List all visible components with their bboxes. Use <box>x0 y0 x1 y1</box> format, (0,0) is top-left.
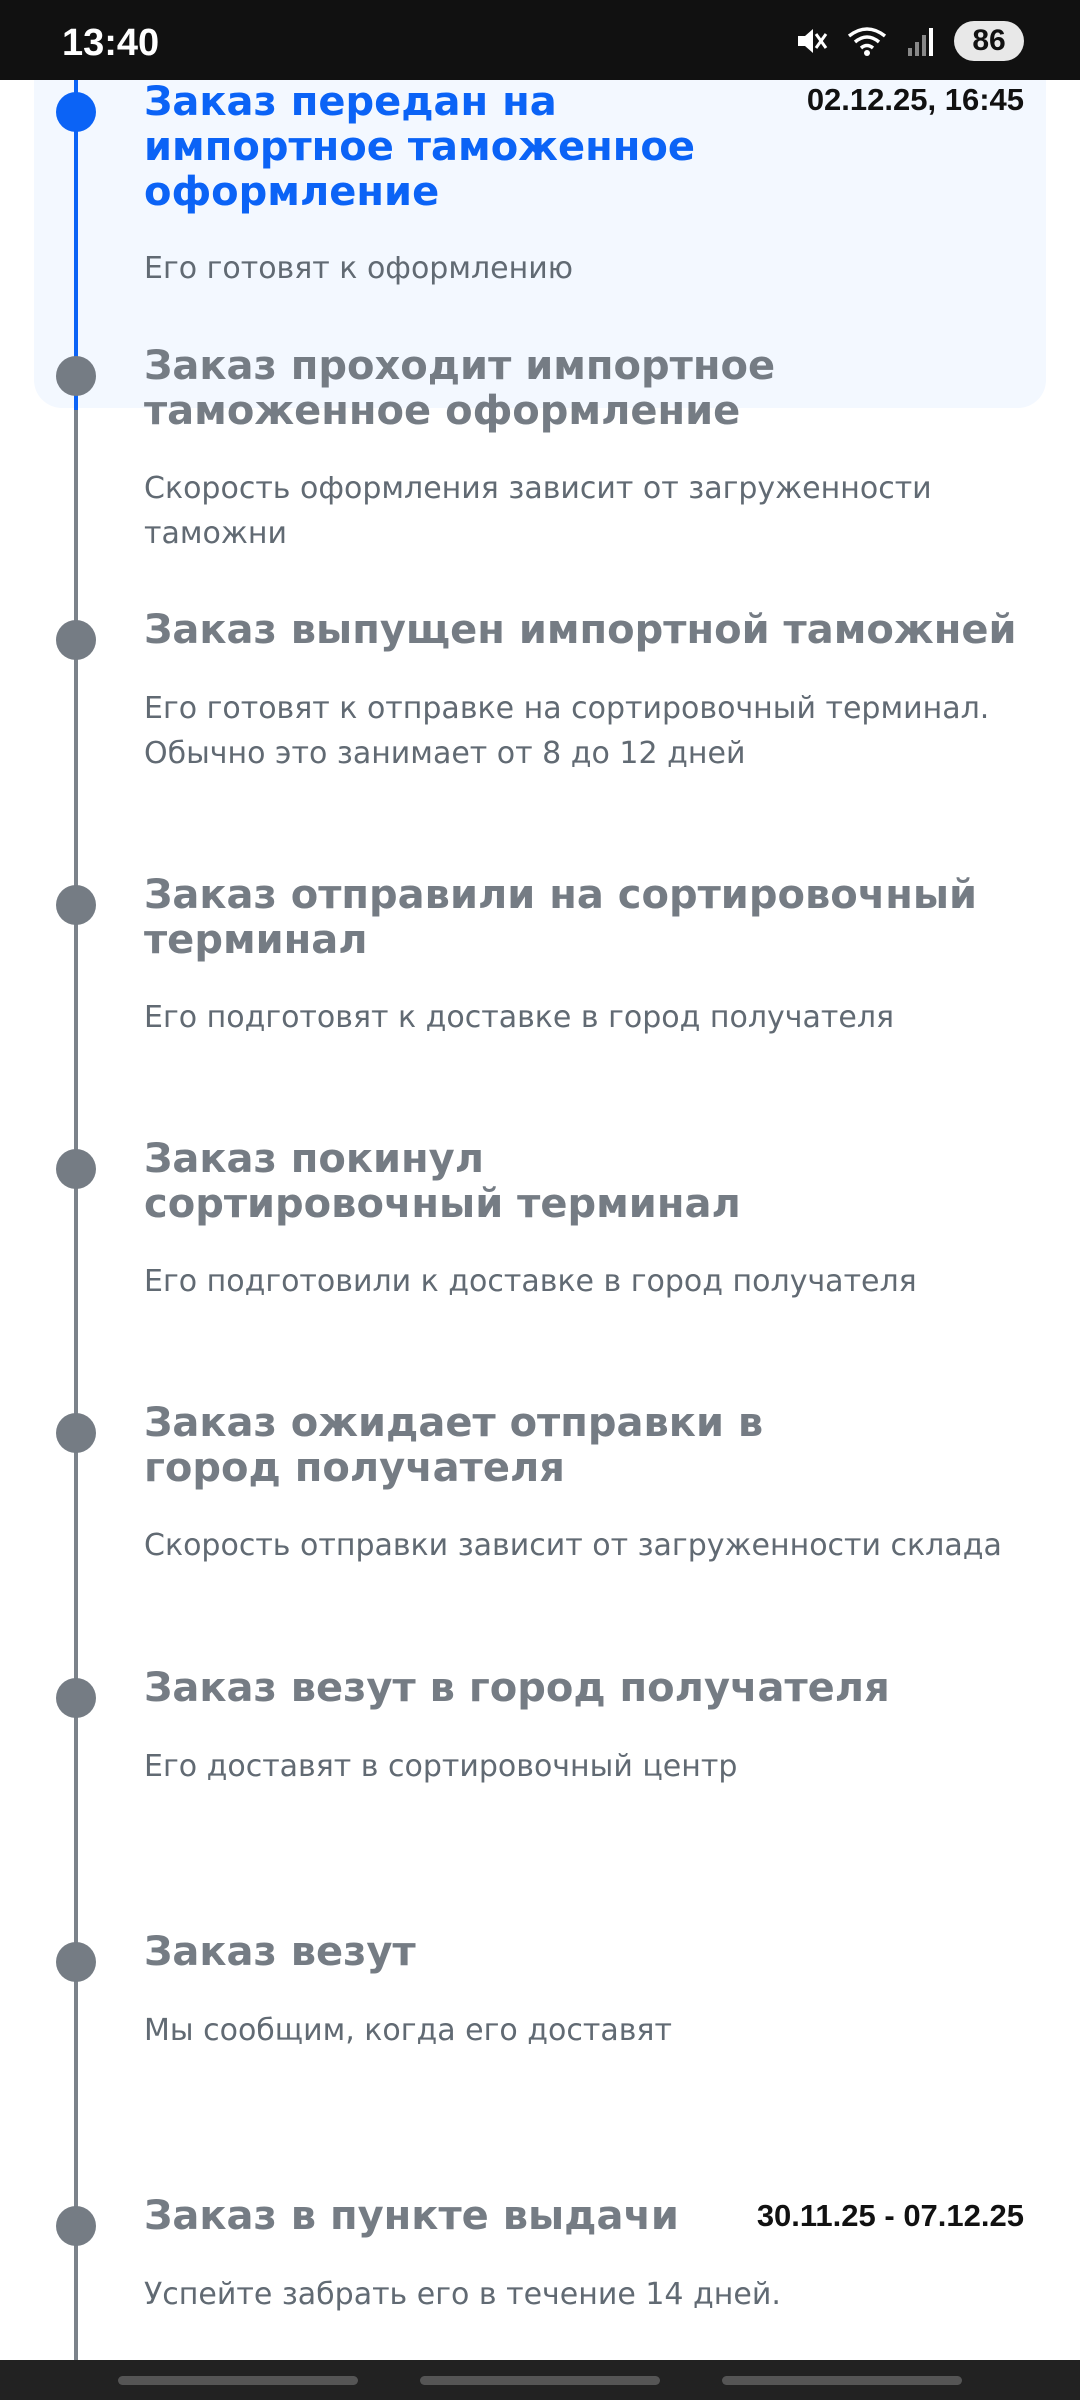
step-description: Скорость оформления зависит от загруженности таможни <box>144 471 932 551</box>
step-title: Заказ покинул сортировочный терминал <box>144 1136 741 1227</box>
step-description: Успейте забрать его в течение 14 дней. <box>144 2277 781 2312</box>
navigation-bar <box>0 2360 1080 2400</box>
status-bar <box>0 0 1080 80</box>
step-description: Его подготовили к доставке в город получателя <box>144 1264 917 1299</box>
step-title: Заказ везут в город получателя <box>144 1665 890 1711</box>
nav-home-handle[interactable] <box>420 2376 660 2385</box>
step-description: Скорость отправки зависит от загруженности склада <box>144 1528 1002 1563</box>
step-dot <box>56 1413 96 1453</box>
step-dot <box>56 92 96 132</box>
step-description: Его готовят к отправке на сортировочный терминал. Обычно это занимает от 8 до 12 дней <box>144 691 990 771</box>
step-description: Его подготовят к доставке в город получателя <box>144 1000 895 1035</box>
step-date: 30.11.25 - 07.12.25 <box>756 2198 1024 2233</box>
wifi-icon <box>846 24 888 58</box>
step-dot <box>56 1942 96 1982</box>
step-title: Заказ выпущен импортной таможней <box>144 607 1017 653</box>
status-time: 13:40 <box>62 22 160 64</box>
step-title: Заказ передан на импортное таможенное оформление <box>144 80 695 215</box>
step-dot <box>56 885 96 925</box>
battery-indicator: 86 <box>954 21 1024 61</box>
step-description: Мы сообщим, когда его доставят <box>144 2013 672 2048</box>
step-title: Заказ ожидает отправки в город получателя <box>144 1400 764 1491</box>
status-icons <box>794 20 1024 62</box>
timeline-line <box>74 410 78 2360</box>
nav-back-handle[interactable] <box>118 2376 358 2385</box>
step-title: Заказ отправили на сортировочный терминал <box>144 872 978 963</box>
signal-icon <box>906 24 936 58</box>
step-title: Заказ проходит импортное таможенное оформление <box>144 343 776 434</box>
step-dot <box>56 2206 96 2246</box>
step-description: Его готовят к оформлению <box>144 251 573 286</box>
step-description: Его доставят в сортировочный центр <box>144 1749 738 1784</box>
tracking-timeline[interactable] <box>0 80 1080 2360</box>
step-title: Заказ в пункте выдачи <box>144 2193 679 2239</box>
step-dot <box>56 1149 96 1189</box>
nav-recents-handle[interactable] <box>722 2376 962 2385</box>
step-title: Заказ везут <box>144 1929 416 1975</box>
step-dot <box>56 356 96 396</box>
step-dot <box>56 1678 96 1718</box>
mute-icon <box>794 24 828 58</box>
step-dot <box>56 620 96 660</box>
step-date: 02.12.25, 16:45 <box>806 82 1024 117</box>
